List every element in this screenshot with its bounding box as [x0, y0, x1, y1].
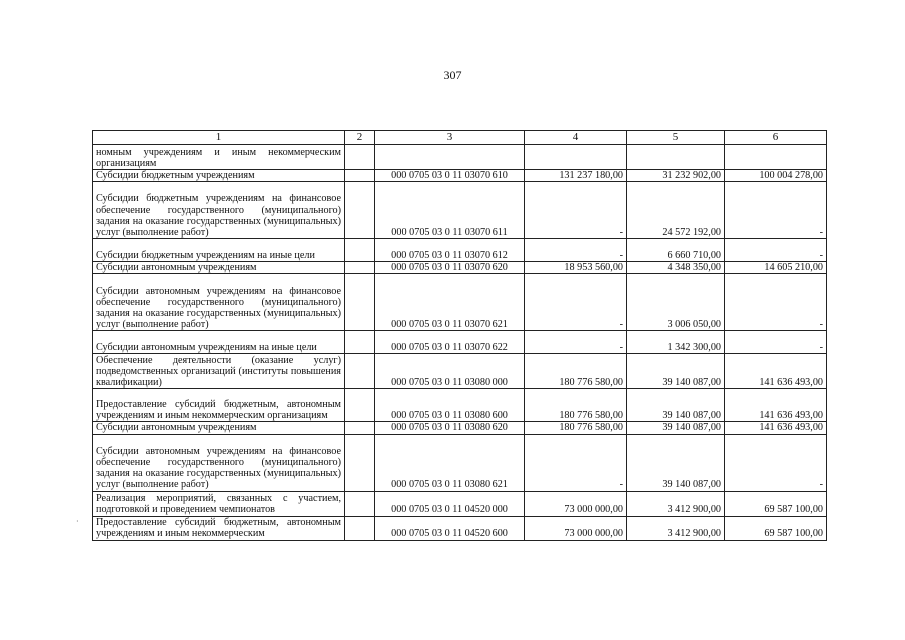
row-name: Субсидии автономным учреждениям на финансовое обеспечение государственного (муниципального) задания на оказание государственных (муниципальных) услуг (выполнение работ)	[93, 274, 345, 331]
row-value-col4: 73 000 000,00	[525, 516, 627, 540]
row-value-col5: 3 412 900,00	[627, 516, 725, 540]
column-header: 1	[93, 131, 345, 145]
scan-mark: ·	[76, 517, 79, 526]
row-code: 000 0705 03 0 11 03070 612	[375, 239, 525, 262]
row-value-col4: -	[525, 274, 627, 331]
row-name: Субсидии автономным учреждениям	[93, 262, 345, 274]
row-col2	[345, 491, 375, 516]
row-col2	[345, 274, 375, 331]
table-row	[93, 331, 827, 354]
table-row	[93, 434, 827, 491]
column-header: 5	[627, 131, 725, 145]
row-code: 000 0705 03 0 11 04520 000	[375, 491, 525, 516]
table-header-row	[93, 131, 827, 145]
row-value-col5: 39 140 087,00	[627, 354, 725, 389]
table-row	[93, 491, 827, 516]
row-name: Предоставление субсидий бюджетным, автономным учреждениям и иным некоммерческим организациям	[93, 389, 345, 422]
row-value-col6: -	[725, 331, 827, 354]
row-value-col6: -	[725, 274, 827, 331]
table-row	[93, 182, 827, 239]
row-code: 000 0705 03 0 11 03070 622	[375, 331, 525, 354]
row-value-col4: -	[525, 239, 627, 262]
row-name: Субсидии бюджетным учреждениям	[93, 170, 345, 182]
row-col2	[345, 182, 375, 239]
column-header: 6	[725, 131, 827, 145]
row-code: 000 0705 03 0 11 03070 611	[375, 182, 525, 239]
row-value-col6: -	[725, 434, 827, 491]
row-value-col4: -	[525, 182, 627, 239]
row-col2	[345, 354, 375, 389]
row-value-col6: 141 636 493,00	[725, 389, 827, 422]
row-value-col6: -	[725, 239, 827, 262]
row-value-col5: 1 342 300,00	[627, 331, 725, 354]
row-name: Субсидии бюджетным учреждениям на финансовое обеспечение государственного (муниципального) задания на оказание государственных (муниципальных) услуг (выполнение работ)	[93, 182, 345, 239]
row-value-col6: 69 587 100,00	[725, 516, 827, 540]
table-row	[93, 170, 827, 182]
row-value-col5: 6 660 710,00	[627, 239, 725, 262]
row-value-col5: 4 348 350,00	[627, 262, 725, 274]
row-col2	[345, 389, 375, 422]
row-name: Субсидии автономным учреждениям	[93, 422, 345, 434]
budget-table	[92, 130, 827, 541]
row-value-col5: 39 140 087,00	[627, 389, 725, 422]
row-code: 000 0705 03 0 11 03080 600	[375, 389, 525, 422]
row-name: Обеспечение деятельности (оказание услуг) подведомственных организаций (институты повышения квалификации)	[93, 354, 345, 389]
column-header: 3	[375, 131, 525, 145]
row-value-col4: 131 237 180,00	[525, 170, 627, 182]
row-value-col6: 141 636 493,00	[725, 354, 827, 389]
column-header: 4	[525, 131, 627, 145]
row-code: 000 0705 03 0 11 03070 610	[375, 170, 525, 182]
table-row	[93, 145, 827, 170]
row-code: 000 0705 03 0 11 03080 621	[375, 434, 525, 491]
row-value-col6	[725, 145, 827, 170]
row-value-col4: 180 776 580,00	[525, 354, 627, 389]
row-value-col5: 3 412 900,00	[627, 491, 725, 516]
row-name: Реализация мероприятий, связанных с участием, подготовкой и проведением чемпионатов	[93, 491, 345, 516]
row-value-col5: 3 006 050,00	[627, 274, 725, 331]
row-name: Предоставление субсидий бюджетным, автономным учреждениям и иным некоммерческим	[93, 516, 345, 540]
table-row	[93, 239, 827, 262]
row-value-col4: 73 000 000,00	[525, 491, 627, 516]
row-name: Субсидии автономным учреждениям на иные цели	[93, 331, 345, 354]
row-name: Субсидии автономным учреждениям на финансовое обеспечение государственного (муниципального) задания на оказание государственных (муниципальных) услуг (выполнение работ)	[93, 434, 345, 491]
row-col2	[345, 145, 375, 170]
row-value-col5: 39 140 087,00	[627, 422, 725, 434]
table-row	[93, 422, 827, 434]
row-value-col5: 31 232 902,00	[627, 170, 725, 182]
row-code	[375, 145, 525, 170]
row-code: 000 0705 03 0 11 03070 621	[375, 274, 525, 331]
row-name: номным учреждениям и иным некоммерческим организациям	[93, 145, 345, 170]
row-value-col6: 141 636 493,00	[725, 422, 827, 434]
table-row	[93, 354, 827, 389]
row-value-col6: 69 587 100,00	[725, 491, 827, 516]
row-code: 000 0705 03 0 11 03070 620	[375, 262, 525, 274]
row-value-col5: 39 140 087,00	[627, 434, 725, 491]
row-value-col4: 180 776 580,00	[525, 389, 627, 422]
row-col2	[345, 239, 375, 262]
row-col2	[345, 434, 375, 491]
row-code: 000 0705 03 0 11 03080 000	[375, 354, 525, 389]
row-value-col4: 180 776 580,00	[525, 422, 627, 434]
row-col2	[345, 422, 375, 434]
row-col2	[345, 170, 375, 182]
row-value-col6: 100 004 278,00	[725, 170, 827, 182]
row-col2	[345, 516, 375, 540]
column-header: 2	[345, 131, 375, 145]
row-col2	[345, 262, 375, 274]
table-body	[93, 145, 827, 541]
row-value-col4: 18 953 560,00	[525, 262, 627, 274]
table-row	[93, 389, 827, 422]
row-value-col4: -	[525, 331, 627, 354]
row-value-col4: -	[525, 434, 627, 491]
row-value-col5: 24 572 192,00	[627, 182, 725, 239]
table-row	[93, 516, 827, 540]
row-col2	[345, 331, 375, 354]
row-value-col6: -	[725, 182, 827, 239]
row-value-col4	[525, 145, 627, 170]
page-number: 307	[443, 68, 462, 82]
row-code: 000 0705 03 0 11 03080 620	[375, 422, 525, 434]
table-row	[93, 274, 827, 331]
row-name: Субсидии бюджетным учреждениям на иные цели	[93, 239, 345, 262]
row-code: 000 0705 03 0 11 04520 600	[375, 516, 525, 540]
row-value-col5	[627, 145, 725, 170]
row-value-col6: 14 605 210,00	[725, 262, 827, 274]
table-row	[93, 262, 827, 274]
